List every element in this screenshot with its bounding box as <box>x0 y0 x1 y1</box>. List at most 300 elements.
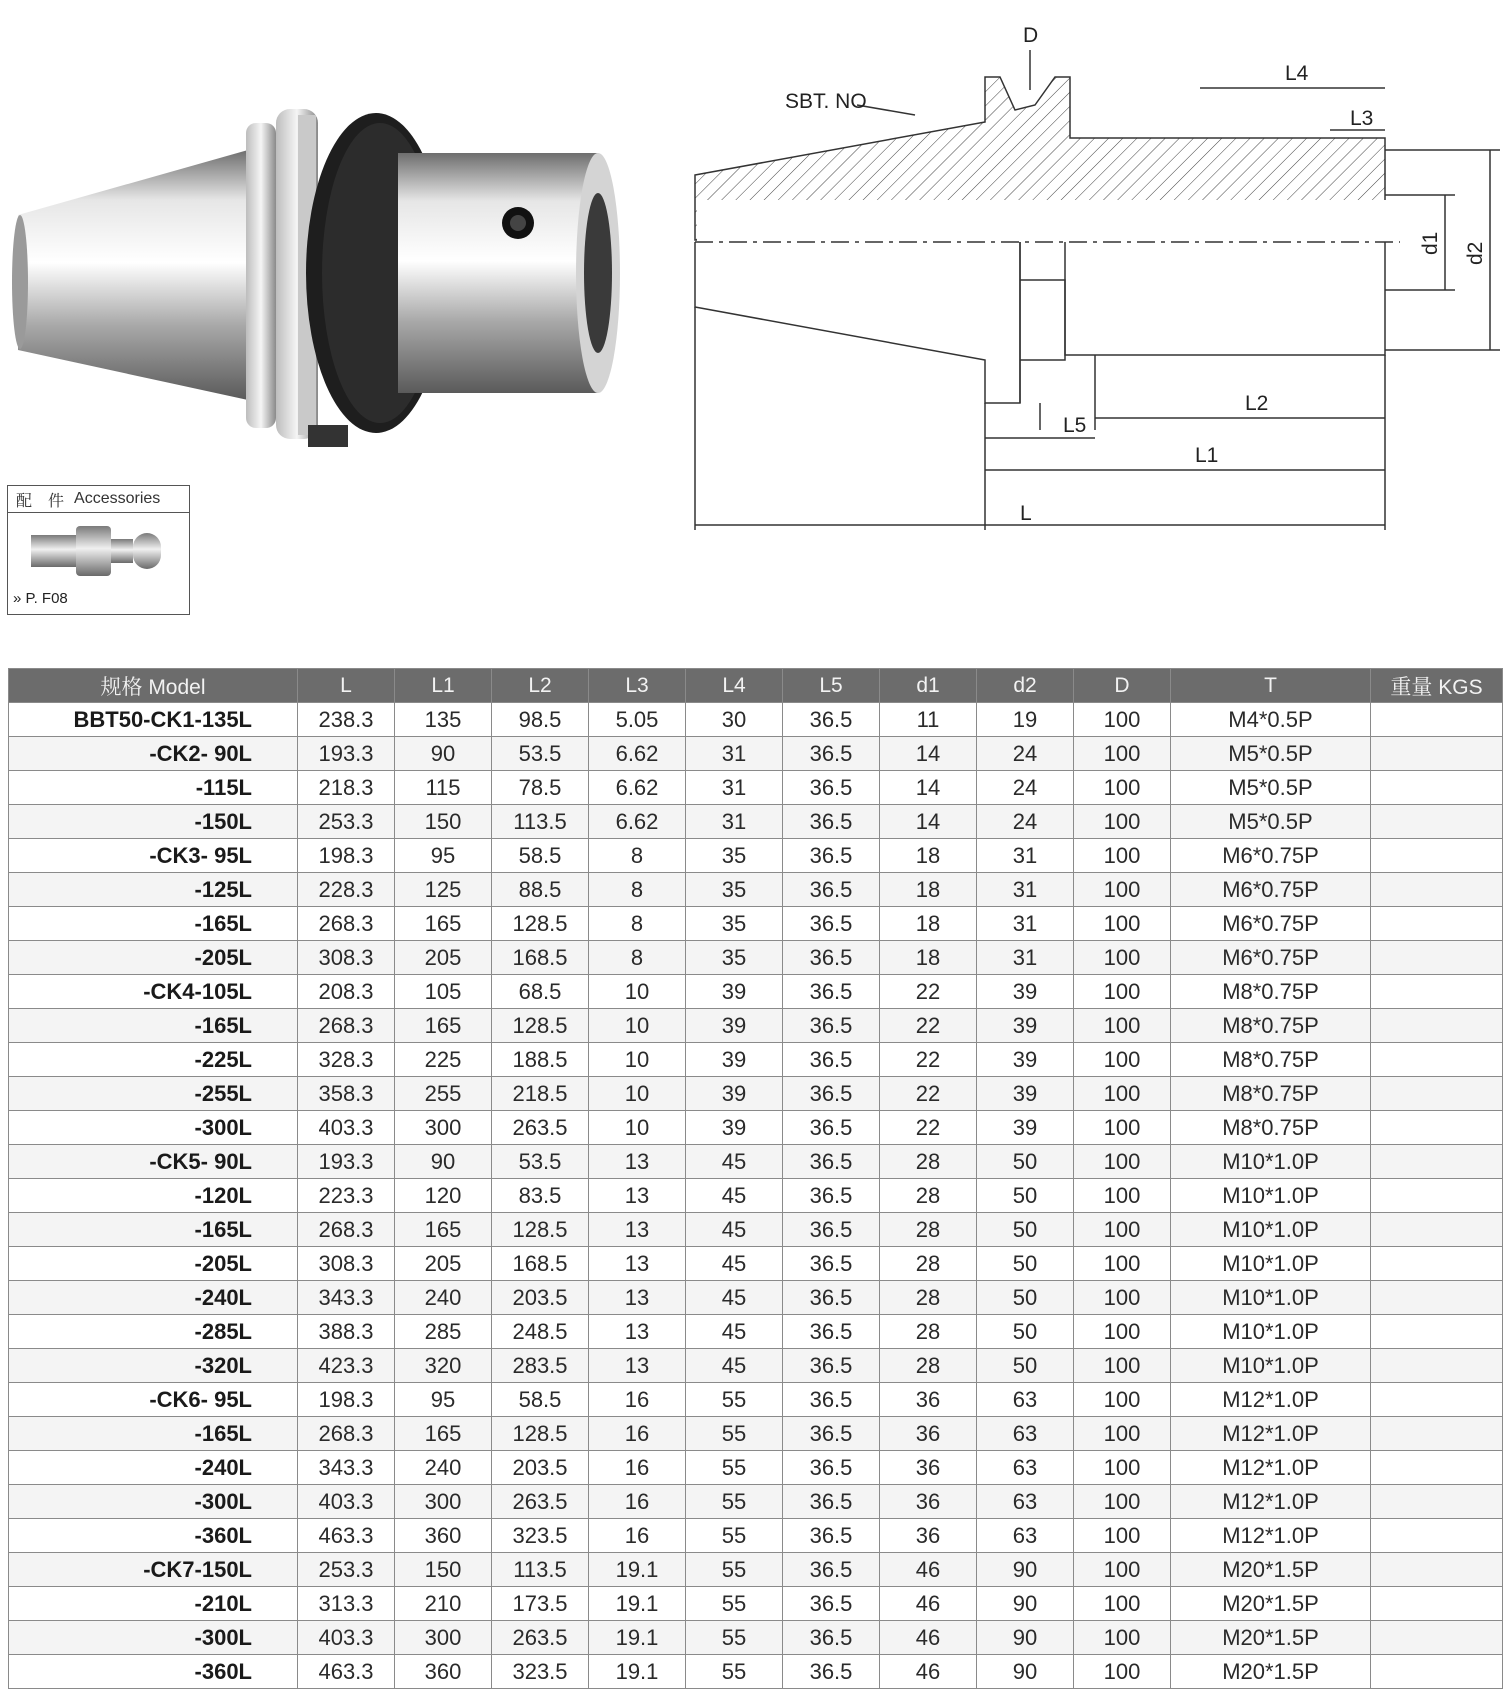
table-cell: 16 <box>589 1417 686 1451</box>
col-header: 重量 KGS <box>1371 669 1503 703</box>
table-row <box>9 737 1503 771</box>
model-cell: -360L <box>9 1655 298 1689</box>
table-cell: 10 <box>589 1043 686 1077</box>
table-cell: 90 <box>977 1587 1074 1621</box>
model-cell: -285L <box>9 1315 298 1349</box>
table-cell: 228.3 <box>298 873 395 907</box>
table-cell: 36 <box>880 1417 977 1451</box>
table-cell: 6.62 <box>589 737 686 771</box>
table-cell: 100 <box>1074 1145 1171 1179</box>
table-cell: 165 <box>395 1417 492 1451</box>
table-cell: M8*0.75P <box>1171 1009 1371 1043</box>
table-cell: 63 <box>977 1383 1074 1417</box>
table-cell: 100 <box>1074 1655 1171 1689</box>
table-cell: 36.5 <box>783 1077 880 1111</box>
table-cell: 115 <box>395 771 492 805</box>
col-header: D <box>1074 669 1171 703</box>
table-cell: 128.5 <box>492 907 589 941</box>
table-cell: 58.5 <box>492 839 589 873</box>
accessories-header-en: Accessories <box>74 490 161 507</box>
table-cell: 100 <box>1074 805 1171 839</box>
table-cell: 36.5 <box>783 805 880 839</box>
table-cell: 125 <box>395 873 492 907</box>
table-cell: 39 <box>977 1111 1074 1145</box>
table-cell: 13 <box>589 1179 686 1213</box>
table-cell: 35 <box>686 941 783 975</box>
table-row <box>9 1043 1503 1077</box>
table-cell: 39 <box>686 1009 783 1043</box>
table-cell: 90 <box>977 1655 1074 1689</box>
table-cell <box>1371 737 1503 771</box>
table-row <box>9 771 1503 805</box>
table-cell: M5*0.5P <box>1171 805 1371 839</box>
table-row <box>9 1621 1503 1655</box>
accessories-box <box>7 485 190 615</box>
table-cell: 35 <box>686 907 783 941</box>
table-cell: 19.1 <box>589 1655 686 1689</box>
table-cell: 31 <box>686 805 783 839</box>
table-cell: 55 <box>686 1587 783 1621</box>
model-cell: -205L <box>9 1247 298 1281</box>
table-cell: 263.5 <box>492 1621 589 1655</box>
table-cell: M6*0.75P <box>1171 941 1371 975</box>
table-cell: 36.5 <box>783 737 880 771</box>
table-cell: M10*1.0P <box>1171 1179 1371 1213</box>
table-cell: 36.5 <box>783 1145 880 1179</box>
table-cell: 36.5 <box>783 1519 880 1553</box>
table-cell: 39 <box>686 975 783 1009</box>
table-cell <box>1371 1417 1503 1451</box>
table-cell: 36.5 <box>783 1451 880 1485</box>
table-row <box>9 1315 1503 1349</box>
model-cell: -125L <box>9 873 298 907</box>
table-cell: 36.5 <box>783 941 880 975</box>
table-cell: 8 <box>589 873 686 907</box>
model-cell: -165L <box>9 907 298 941</box>
table-cell: 39 <box>977 975 1074 1009</box>
table-cell: 58.5 <box>492 1383 589 1417</box>
table-cell: 36.5 <box>783 1315 880 1349</box>
table-cell: 343.3 <box>298 1451 395 1485</box>
table-cell: 358.3 <box>298 1077 395 1111</box>
table-cell: 39 <box>686 1111 783 1145</box>
table-cell: 203.5 <box>492 1281 589 1315</box>
table-cell: 6.62 <box>589 771 686 805</box>
table-cell: 22 <box>880 1077 977 1111</box>
table-cell: 198.3 <box>298 839 395 873</box>
table-cell: 31 <box>977 873 1074 907</box>
table-cell: 8 <box>589 839 686 873</box>
model-cell: -165L <box>9 1213 298 1247</box>
table-cell: 55 <box>686 1519 783 1553</box>
table-cell: 24 <box>977 805 1074 839</box>
table-cell: 36.5 <box>783 1111 880 1145</box>
table-cell: 13 <box>589 1247 686 1281</box>
table-cell: 308.3 <box>298 1247 395 1281</box>
table-cell: M10*1.0P <box>1171 1281 1371 1315</box>
table-cell <box>1371 1179 1503 1213</box>
table-cell: 55 <box>686 1451 783 1485</box>
table-cell: 13 <box>589 1349 686 1383</box>
col-header: L <box>298 669 395 703</box>
table-cell: 36.5 <box>783 1213 880 1247</box>
table-row <box>9 1077 1503 1111</box>
accessories-header-cn: 配 件 <box>16 492 65 510</box>
table-cell: 100 <box>1074 1621 1171 1655</box>
table-cell: 46 <box>880 1655 977 1689</box>
table-cell <box>1371 1281 1503 1315</box>
table-cell: 100 <box>1074 975 1171 1009</box>
table-cell: 36.5 <box>783 771 880 805</box>
col-header: d1 <box>880 669 977 703</box>
table-cell: 100 <box>1074 1383 1171 1417</box>
table-cell: 35 <box>686 873 783 907</box>
table-row <box>9 1111 1503 1145</box>
table-cell <box>1371 1451 1503 1485</box>
col-header: L5 <box>783 669 880 703</box>
table-cell: 36.5 <box>783 1043 880 1077</box>
table-cell: M12*1.0P <box>1171 1519 1371 1553</box>
table-cell: M10*1.0P <box>1171 1213 1371 1247</box>
table-cell: 22 <box>880 1111 977 1145</box>
table-cell: M12*1.0P <box>1171 1417 1371 1451</box>
table-cell: 268.3 <box>298 1213 395 1247</box>
table-cell: 165 <box>395 1009 492 1043</box>
table-cell: 35 <box>686 839 783 873</box>
table-cell: 100 <box>1074 1519 1171 1553</box>
table-cell: 423.3 <box>298 1349 395 1383</box>
table-cell: 463.3 <box>298 1655 395 1689</box>
table-cell: 16 <box>589 1383 686 1417</box>
table-cell <box>1371 873 1503 907</box>
table-row <box>9 1213 1503 1247</box>
table-cell: 36.5 <box>783 1247 880 1281</box>
table-header-row <box>9 669 1503 703</box>
table-cell: 18 <box>880 907 977 941</box>
table-cell: 313.3 <box>298 1587 395 1621</box>
table-cell: 55 <box>686 1655 783 1689</box>
table-cell: 240 <box>395 1281 492 1315</box>
table-cell: 28 <box>880 1145 977 1179</box>
table-cell: 205 <box>395 1247 492 1281</box>
table-cell: M10*1.0P <box>1171 1145 1371 1179</box>
table-cell: 13 <box>589 1315 686 1349</box>
table-cell: 14 <box>880 805 977 839</box>
table-cell: 10 <box>589 1009 686 1043</box>
model-cell: -240L <box>9 1281 298 1315</box>
table-row <box>9 1281 1503 1315</box>
table-cell: 128.5 <box>492 1417 589 1451</box>
table-cell: 39 <box>977 1009 1074 1043</box>
table-cell <box>1371 1655 1503 1689</box>
table-cell: 100 <box>1074 1587 1171 1621</box>
table-cell: 98.5 <box>492 703 589 737</box>
table-cell: 45 <box>686 1349 783 1383</box>
table-cell: 36.5 <box>783 907 880 941</box>
table-cell: 343.3 <box>298 1281 395 1315</box>
table-cell: 39 <box>686 1077 783 1111</box>
table-row <box>9 703 1503 737</box>
table-cell: 36.5 <box>783 1587 880 1621</box>
table-cell: 53.5 <box>492 1145 589 1179</box>
table-cell: 100 <box>1074 1315 1171 1349</box>
table-cell: 300 <box>395 1485 492 1519</box>
table-cell: M8*0.75P <box>1171 975 1371 1009</box>
table-cell: 50 <box>977 1145 1074 1179</box>
col-header: L4 <box>686 669 783 703</box>
table-cell: 28 <box>880 1179 977 1213</box>
table-row <box>9 1145 1503 1179</box>
table-cell: 100 <box>1074 737 1171 771</box>
table-cell: 255 <box>395 1077 492 1111</box>
label-L5: L5 <box>1063 414 1087 437</box>
table-cell: 100 <box>1074 1417 1171 1451</box>
table-cell: M20*1.5P <box>1171 1553 1371 1587</box>
table-cell: 36.5 <box>783 873 880 907</box>
model-cell: -225L <box>9 1043 298 1077</box>
model-cell: -255L <box>9 1077 298 1111</box>
table-cell: 36.5 <box>783 1009 880 1043</box>
table-cell: 39 <box>977 1077 1074 1111</box>
table-cell: 78.5 <box>492 771 589 805</box>
table-cell: 95 <box>395 839 492 873</box>
table-cell: 36.5 <box>783 1485 880 1519</box>
table-cell: 218.3 <box>298 771 395 805</box>
model-cell: -300L <box>9 1111 298 1145</box>
table-cell: 113.5 <box>492 1553 589 1587</box>
table-cell: 50 <box>977 1349 1074 1383</box>
table-cell: 36.5 <box>783 1553 880 1587</box>
table-cell: 16 <box>589 1485 686 1519</box>
table-cell: 403.3 <box>298 1485 395 1519</box>
table-cell: 55 <box>686 1383 783 1417</box>
table-cell: 31 <box>977 839 1074 873</box>
table-cell <box>1371 1621 1503 1655</box>
table-cell: M6*0.75P <box>1171 873 1371 907</box>
table-cell <box>1371 975 1503 1009</box>
table-row <box>9 805 1503 839</box>
table-cell <box>1371 703 1503 737</box>
table-cell: 248.5 <box>492 1315 589 1349</box>
table-cell: 128.5 <box>492 1213 589 1247</box>
table-cell: M8*0.75P <box>1171 1077 1371 1111</box>
table-cell: 168.5 <box>492 941 589 975</box>
table-cell: M8*0.75P <box>1171 1111 1371 1145</box>
table-row <box>9 1009 1503 1043</box>
table-cell: 83.5 <box>492 1179 589 1213</box>
table-cell: 13 <box>589 1213 686 1247</box>
model-cell: -120L <box>9 1179 298 1213</box>
table-cell: 36 <box>880 1451 977 1485</box>
table-cell: 45 <box>686 1179 783 1213</box>
table-cell: M12*1.0P <box>1171 1451 1371 1485</box>
table-cell: 10 <box>589 1111 686 1145</box>
table-cell: M20*1.5P <box>1171 1587 1371 1621</box>
model-cell: -320L <box>9 1349 298 1383</box>
table-cell: 31 <box>977 941 1074 975</box>
table-cell: 8 <box>589 941 686 975</box>
table-cell: 8 <box>589 907 686 941</box>
spec-table <box>8 668 1503 1689</box>
table-cell <box>1371 1519 1503 1553</box>
table-cell: 36.5 <box>783 1349 880 1383</box>
table-cell: 388.3 <box>298 1315 395 1349</box>
table-cell: 100 <box>1074 1281 1171 1315</box>
table-cell: 55 <box>686 1485 783 1519</box>
table-cell: 360 <box>395 1519 492 1553</box>
table-cell: 13 <box>589 1281 686 1315</box>
table-cell: 24 <box>977 771 1074 805</box>
table-cell: 193.3 <box>298 1145 395 1179</box>
table-cell: 150 <box>395 805 492 839</box>
table-cell: 36 <box>880 1383 977 1417</box>
table-cell: 218.5 <box>492 1077 589 1111</box>
model-cell: -115L <box>9 771 298 805</box>
table-cell: 283.5 <box>492 1349 589 1383</box>
tool-holder-photo <box>8 95 668 450</box>
table-cell: M5*0.5P <box>1171 737 1371 771</box>
table-cell: 263.5 <box>492 1485 589 1519</box>
table-cell: M4*0.5P <box>1171 703 1371 737</box>
table-cell: 100 <box>1074 771 1171 805</box>
table-cell: M10*1.0P <box>1171 1315 1371 1349</box>
table-cell: 100 <box>1074 1451 1171 1485</box>
table-cell <box>1371 1553 1503 1587</box>
table-cell: 14 <box>880 771 977 805</box>
technical-drawing <box>685 10 1505 540</box>
table-row <box>9 1349 1503 1383</box>
table-cell: 36 <box>880 1485 977 1519</box>
table-cell: 128.5 <box>492 1009 589 1043</box>
table-cell: 285 <box>395 1315 492 1349</box>
table-row <box>9 873 1503 907</box>
table-cell: M5*0.5P <box>1171 771 1371 805</box>
table-cell <box>1371 907 1503 941</box>
table-cell: 100 <box>1074 1111 1171 1145</box>
table-cell: M6*0.75P <box>1171 839 1371 873</box>
table-cell: 28 <box>880 1315 977 1349</box>
table-body <box>9 703 1503 1689</box>
table-cell: M6*0.75P <box>1171 907 1371 941</box>
label-d2: d2 <box>1464 241 1487 265</box>
model-cell: -360L <box>9 1519 298 1553</box>
table-cell: 14 <box>880 737 977 771</box>
table-cell: 100 <box>1074 1213 1171 1247</box>
model-cell: -CK7-150L <box>9 1553 298 1587</box>
table-cell: 46 <box>880 1553 977 1587</box>
table-cell: 36.5 <box>783 1179 880 1213</box>
table-row <box>9 1451 1503 1485</box>
table-cell <box>1371 771 1503 805</box>
table-cell: 36.5 <box>783 703 880 737</box>
label-D: D <box>1023 24 1039 47</box>
table-cell: 45 <box>686 1315 783 1349</box>
table-cell: 55 <box>686 1553 783 1587</box>
table-cell: 22 <box>880 975 977 1009</box>
table-cell: 36.5 <box>783 975 880 1009</box>
table-cell: 18 <box>880 873 977 907</box>
table-cell: 10 <box>589 1077 686 1111</box>
table-cell <box>1371 1587 1503 1621</box>
table-row <box>9 1417 1503 1451</box>
table-cell: 300 <box>395 1111 492 1145</box>
table-row <box>9 1485 1503 1519</box>
model-cell: -240L <box>9 1451 298 1485</box>
col-header: d2 <box>977 669 1074 703</box>
table-cell: 203.5 <box>492 1451 589 1485</box>
table-cell: 24 <box>977 737 1074 771</box>
model-cell: -CK6- 95L <box>9 1383 298 1417</box>
table-cell: 63 <box>977 1519 1074 1553</box>
model-cell: -CK2- 90L <box>9 737 298 771</box>
table-cell <box>1371 1315 1503 1349</box>
table-cell: 225 <box>395 1043 492 1077</box>
table-cell: M8*0.75P <box>1171 1043 1371 1077</box>
table-cell: 263.5 <box>492 1111 589 1145</box>
table-cell: 95 <box>395 1383 492 1417</box>
table-cell: 22 <box>880 1009 977 1043</box>
table-cell: 10 <box>589 975 686 1009</box>
table-cell: 50 <box>977 1213 1074 1247</box>
model-cell: -CK3- 95L <box>9 839 298 873</box>
table-cell: 360 <box>395 1655 492 1689</box>
table-cell: 403.3 <box>298 1111 395 1145</box>
table-cell: 100 <box>1074 1553 1171 1587</box>
col-header: L1 <box>395 669 492 703</box>
table-cell: 165 <box>395 907 492 941</box>
table-cell: 63 <box>977 1485 1074 1519</box>
table-cell: 16 <box>589 1519 686 1553</box>
table-row <box>9 1179 1503 1213</box>
table-cell: 50 <box>977 1247 1074 1281</box>
table-cell: 90 <box>977 1553 1074 1587</box>
table-row <box>9 1519 1503 1553</box>
table-cell: 100 <box>1074 1485 1171 1519</box>
model-cell: BBT50-CK1-135L <box>9 703 298 737</box>
table-cell <box>1371 1111 1503 1145</box>
table-cell: 46 <box>880 1587 977 1621</box>
table-cell: 36.5 <box>783 1417 880 1451</box>
table-cell: 28 <box>880 1281 977 1315</box>
accessories-body <box>8 513 189 613</box>
table-cell: 173.5 <box>492 1587 589 1621</box>
table-cell: 11 <box>880 703 977 737</box>
table-cell: 5.05 <box>589 703 686 737</box>
table-cell <box>1371 941 1503 975</box>
table-cell: 19 <box>977 703 1074 737</box>
table-row <box>9 1553 1503 1587</box>
accessories-header <box>8 486 189 513</box>
table-cell: 28 <box>880 1213 977 1247</box>
table-cell: 100 <box>1074 873 1171 907</box>
model-cell: -300L <box>9 1485 298 1519</box>
table-cell: 45 <box>686 1145 783 1179</box>
table-cell: 253.3 <box>298 1553 395 1587</box>
model-cell: -165L <box>9 1009 298 1043</box>
model-cell: -150L <box>9 805 298 839</box>
accessories-page-ref: » P. F08 <box>13 590 68 607</box>
table-cell: 323.5 <box>492 1655 589 1689</box>
table-cell: 238.3 <box>298 703 395 737</box>
table-cell: 463.3 <box>298 1519 395 1553</box>
table-cell: 28 <box>880 1247 977 1281</box>
table-cell: 253.3 <box>298 805 395 839</box>
table-cell: 31 <box>686 737 783 771</box>
table-cell: 36.5 <box>783 1281 880 1315</box>
table-cell: 193.3 <box>298 737 395 771</box>
table-row <box>9 975 1503 1009</box>
table-cell: 18 <box>880 839 977 873</box>
